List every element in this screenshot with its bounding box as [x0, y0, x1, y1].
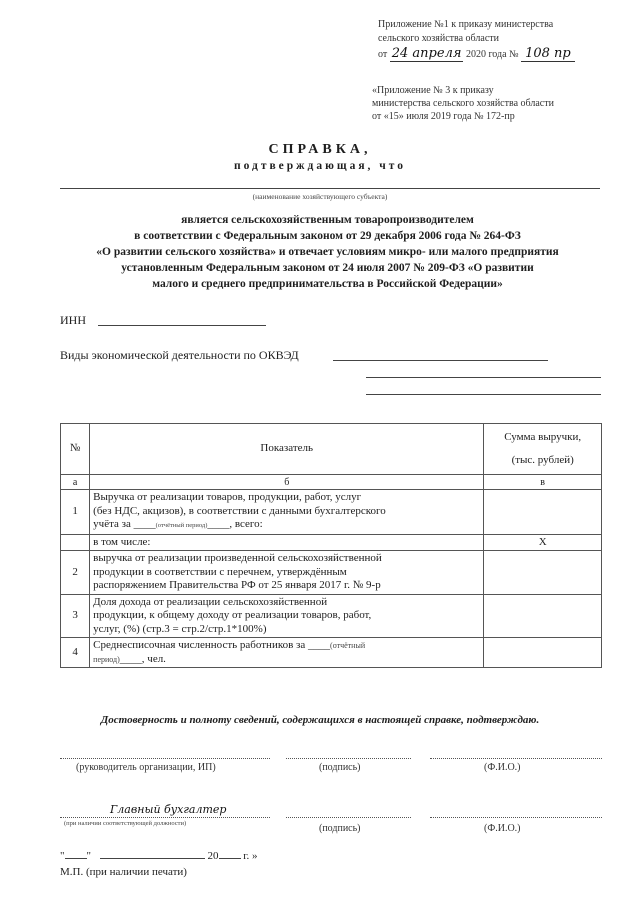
stamp-note: М.П. (при наличии печати) [60, 866, 187, 878]
table-row [61, 551, 602, 595]
appendix1-line2: сельского хозяйства области [378, 33, 499, 44]
statement-line: в соответствии с Федеральным законом от 29 декабря 2006 года № 264-ФЗ [134, 230, 521, 242]
date-open-quote: " [60, 850, 65, 862]
staff-note: (отчётный [330, 641, 366, 650]
accountant-line[interactable] [60, 817, 270, 818]
fio-caption: (Ф.И.О.) [484, 762, 521, 773]
statement-line: является сельскохозяйственным товаропроизводителем [181, 214, 474, 226]
row-indicator [90, 490, 484, 535]
appendix1-handwritten-number: 108 пр [521, 46, 575, 62]
statement-block [40, 212, 615, 292]
okved-field[interactable] [333, 360, 548, 361]
accountant-written: Главный бухгалтер [110, 803, 227, 816]
date-year-field[interactable] [219, 858, 241, 859]
row-num [61, 534, 90, 551]
okved-field-line3[interactable] [366, 394, 601, 395]
fio-line[interactable] [430, 758, 602, 759]
row-text: Доля дохода от реализации сельскохозяйственной [93, 595, 328, 608]
row-num: 1 [61, 490, 90, 535]
head-line[interactable] [60, 758, 270, 759]
row-sum[interactable] [484, 594, 602, 638]
document-title: СПРАВКА, [268, 142, 372, 157]
header-sum [484, 424, 602, 475]
row-indicator [90, 551, 484, 595]
row-sum[interactable] [484, 490, 602, 535]
inn-label: ИНН [60, 313, 86, 327]
row-sum[interactable] [484, 551, 602, 595]
row-sum: Х [484, 534, 602, 551]
letter-b: б [90, 475, 484, 490]
sign-caption: (подпись) [319, 762, 361, 773]
head-caption: (руководитель организации, ИП) [76, 762, 216, 773]
entity-caption: (наименование хозяйствующего субъекта) [252, 192, 388, 201]
table-row [61, 490, 602, 535]
period-prefix: учёта за ____ [93, 518, 156, 530]
staff-note-cont: период) [93, 654, 120, 664]
header-sum-line1: Сумма выручки, [504, 430, 582, 443]
header-indicator: Показатель [90, 424, 484, 475]
appendix2-line3: от «15» июля 2019 года № 172-пр [372, 111, 515, 122]
table-row [61, 594, 602, 638]
staff-suffix: ____, чел. [119, 652, 166, 665]
fio-caption-2: (Ф.И.О.) [484, 823, 521, 834]
period-suffix: ____, всего: [207, 518, 263, 530]
row-text: продукции в соответствии с перечнем, утверждённым [93, 565, 347, 578]
staff-prefix: Среднесписочная численность работников за ____ [93, 639, 331, 651]
inn-field[interactable] [98, 325, 266, 326]
sign-line-2[interactable] [286, 817, 411, 818]
row-text: распоряжением Правительства РФ от 25 января 2017 г. № 9-р [93, 579, 381, 591]
appendix1-line1: Приложение №1 к приказу министерства [378, 19, 554, 30]
date-year-prefix: 20 [207, 850, 219, 862]
row-text [93, 639, 480, 653]
row-text: (без НДС, акцизов), в соответствии с данными бухгалтерского [93, 504, 386, 517]
row-text: выручка от реализации произведенной сельскохозяйственной [93, 552, 382, 564]
header-sum-line2: (тыс. рублей) [511, 454, 574, 466]
appendix2-line2: министерства сельского хозяйства области [372, 98, 554, 109]
sign-line[interactable] [286, 758, 411, 759]
revenue-table [60, 423, 602, 668]
entity-name-line [60, 188, 600, 189]
statement-line: «О развитии сельского хозяйства» и отвечает условиям микро- или малого предприятия [96, 246, 559, 258]
statement-line: установленным Федеральным законом от 24 июля 2007 № 209-ФЗ «О развитии [121, 262, 534, 274]
accountant-caption: (при наличии соответствующей должности) [64, 820, 187, 827]
table-letters-row [61, 475, 602, 490]
row-num: 2 [61, 551, 90, 595]
statement-line: малого и среднего предпринимательства в Российской Федерации» [152, 278, 503, 290]
date-line [60, 850, 258, 862]
fio-line-2[interactable] [430, 817, 602, 818]
letter-a: а [61, 475, 90, 490]
table-row [61, 638, 602, 668]
date-close-quote: " [86, 850, 91, 862]
appendix2-line1: «Приложение № 3 к приказу [372, 85, 494, 96]
appendix1-line3 [378, 47, 575, 61]
letter-c: в [484, 475, 602, 490]
table-header-row [61, 424, 602, 475]
row-text [93, 518, 480, 533]
table-row [61, 534, 602, 551]
header-num: № [61, 424, 90, 475]
okved-label: Виды экономической деятельности по ОКВЭД [60, 348, 299, 362]
appendix1-date-prefix: от [378, 49, 388, 60]
period-note: (отчётный период) [155, 522, 208, 529]
row-text: в том числе: [90, 534, 484, 551]
date-month-field[interactable] [100, 858, 205, 859]
appendix1-date-mid: 2020 года № [465, 49, 519, 60]
row-text: продукции, к общему доходу от реализации товаров, работ, [93, 609, 372, 621]
date-suffix: г. » [243, 850, 258, 862]
confirmation-text: Достоверность и полноту сведений, содержащихся в настоящей справке, подтверждаю. [100, 714, 540, 726]
row-num: 3 [61, 594, 90, 638]
row-text: услуг, (%) (стр.3 = стр.2/стр.1*100%) [93, 622, 267, 635]
date-day-field[interactable] [65, 858, 87, 859]
row-indicator [90, 638, 484, 668]
document-subtitle: подтверждающая, что [233, 160, 407, 172]
row-indicator [90, 594, 484, 638]
row-text [93, 653, 480, 667]
row-sum[interactable] [484, 638, 602, 668]
appendix1-handwritten-date: 24 апреля [391, 46, 462, 61]
row-text: Выручка от реализации товаров, продукции, работ, услуг [93, 491, 362, 503]
row-num: 4 [61, 638, 90, 668]
okved-field-line2[interactable] [366, 377, 601, 378]
sign-caption-2: (подпись) [319, 823, 361, 834]
